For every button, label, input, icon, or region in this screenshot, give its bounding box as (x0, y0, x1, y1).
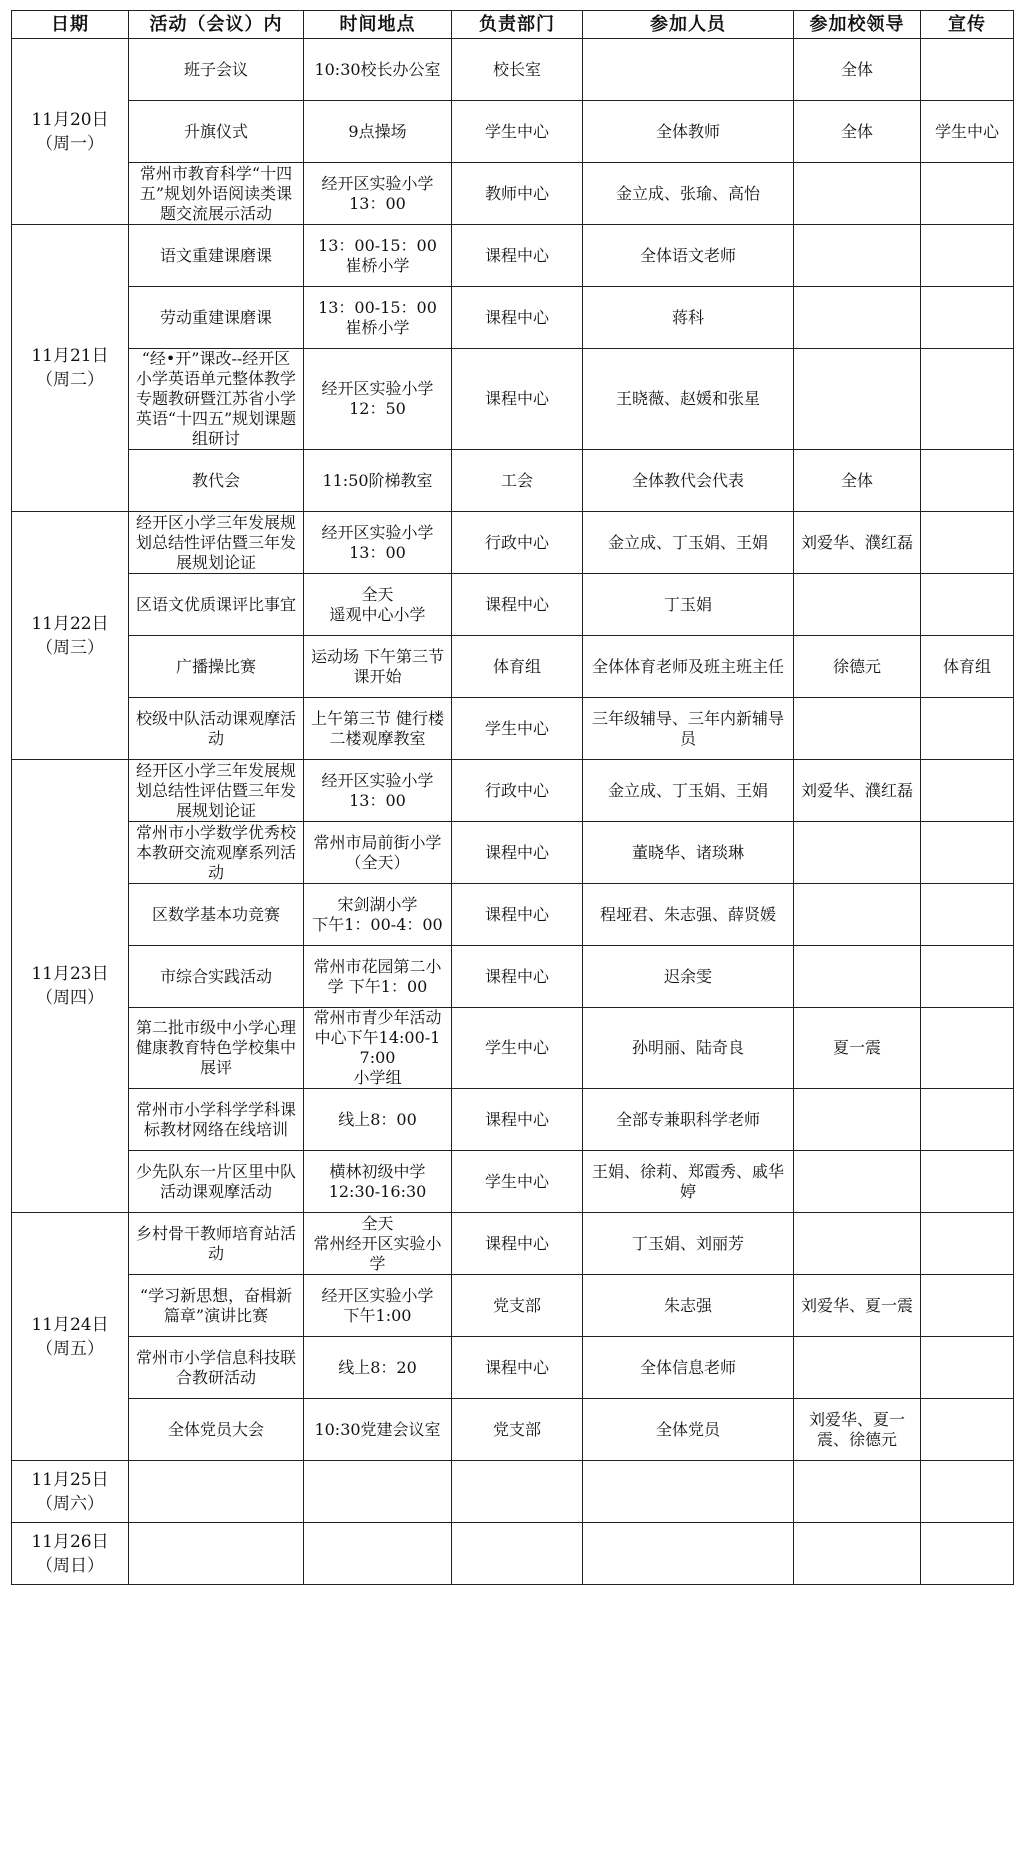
department-cell: 课程中心 (452, 1337, 583, 1399)
time-place-cell: 全天 常州经开区实验小学 (304, 1213, 452, 1275)
table-row (12, 349, 1014, 450)
publicity-cell (921, 39, 1014, 101)
table-row (12, 1008, 1014, 1089)
header-time-place: 时间地点 (304, 11, 452, 39)
publicity-cell (921, 1151, 1014, 1213)
publicity-cell (921, 1461, 1014, 1523)
date-cell: 11月26日 （周日） (12, 1523, 129, 1585)
table-row (12, 1399, 1014, 1461)
publicity-cell (921, 512, 1014, 574)
participants-cell: 孙明丽、陆奇良 (583, 1008, 794, 1089)
leaders-cell (794, 225, 921, 287)
leaders-cell: 全体 (794, 450, 921, 512)
participants-cell: 王晓薇、赵媛和张星 (583, 349, 794, 450)
time-place-cell: 9点操场 (304, 101, 452, 163)
activity-cell: 常州市教育科学“十四五”规划外语阅读类课题交流展示活动 (129, 163, 304, 225)
table-row (12, 760, 1014, 822)
leaders-cell (794, 1151, 921, 1213)
table-row (12, 822, 1014, 884)
department-cell: 课程中心 (452, 225, 583, 287)
table-row (12, 39, 1014, 101)
participants-cell: 蒋科 (583, 287, 794, 349)
publicity-cell: 体育组 (921, 636, 1014, 698)
department-cell: 学生中心 (452, 1151, 583, 1213)
leaders-cell (794, 1213, 921, 1275)
publicity-cell (921, 349, 1014, 450)
participants-cell (583, 1461, 794, 1523)
participants-cell: 丁玉娟 (583, 574, 794, 636)
table-row (12, 450, 1014, 512)
time-place-cell: 13：00-15：00 崔桥小学 (304, 287, 452, 349)
publicity-cell (921, 884, 1014, 946)
table-row (12, 1151, 1014, 1213)
schedule-body (12, 39, 1014, 1585)
date-cell: 11月23日 （周四） (12, 760, 129, 1213)
time-place-cell: 常州市青少年活动中心下午14:00-17:00 小学组 (304, 1008, 452, 1089)
date-cell: 11月22日 （周三） (12, 512, 129, 760)
participants-cell: 全部专兼职科学老师 (583, 1089, 794, 1151)
participants-cell: 金立成、丁玉娟、王娟 (583, 512, 794, 574)
participants-cell: 程垭君、朱志强、薛贤媛 (583, 884, 794, 946)
table-row (12, 512, 1014, 574)
activity-cell: 常州市小学科学学科课标教材网络在线培训 (129, 1089, 304, 1151)
leaders-cell (794, 946, 921, 1008)
time-place-cell (304, 1461, 452, 1523)
time-place-cell: 全天 遥观中心小学 (304, 574, 452, 636)
leaders-cell: 刘爱华、夏一震 (794, 1275, 921, 1337)
activity-cell: 全体党员大会 (129, 1399, 304, 1461)
leaders-cell (794, 822, 921, 884)
publicity-cell: 学生中心 (921, 101, 1014, 163)
activity-cell: 经开区小学三年发展规划总结性评估暨三年发展规划论证 (129, 760, 304, 822)
leaders-cell (794, 574, 921, 636)
leaders-cell (794, 287, 921, 349)
time-place-cell: 11:50阶梯教室 (304, 450, 452, 512)
header-participants: 参加人员 (583, 11, 794, 39)
publicity-cell (921, 450, 1014, 512)
table-row (12, 636, 1014, 698)
time-place-cell: 经开区实验小学 13：00 (304, 163, 452, 225)
publicity-cell (921, 1213, 1014, 1275)
publicity-cell (921, 163, 1014, 225)
participants-cell: 全体党员 (583, 1399, 794, 1461)
header-leaders: 参加校领导 (794, 11, 921, 39)
activity-cell: 常州市小学信息科技联合教研活动 (129, 1337, 304, 1399)
table-row (12, 101, 1014, 163)
department-cell (452, 1523, 583, 1585)
time-place-cell: 宋剑湖小学 下午1：00-4：00 (304, 884, 452, 946)
activity-cell (129, 1461, 304, 1523)
participants-cell: 全体教师 (583, 101, 794, 163)
publicity-cell (921, 698, 1014, 760)
activity-cell (129, 1523, 304, 1585)
weekly-schedule-table (11, 10, 1014, 1585)
activity-cell: 教代会 (129, 450, 304, 512)
activity-cell: 升旗仪式 (129, 101, 304, 163)
department-cell: 体育组 (452, 636, 583, 698)
department-cell: 课程中心 (452, 884, 583, 946)
time-place-cell: 经开区实验小学 13：00 (304, 512, 452, 574)
table-row (12, 1523, 1014, 1585)
participants-cell (583, 1523, 794, 1585)
publicity-cell (921, 760, 1014, 822)
department-cell: 行政中心 (452, 512, 583, 574)
leaders-cell: 全体 (794, 39, 921, 101)
activity-cell: “学习新思想，奋楫新篇章”演讲比赛 (129, 1275, 304, 1337)
leaders-cell (794, 1337, 921, 1399)
leaders-cell (794, 1089, 921, 1151)
department-cell: 课程中心 (452, 822, 583, 884)
participants-cell: 全体体育老师及班主班主任 (583, 636, 794, 698)
leaders-cell (794, 1461, 921, 1523)
table-row (12, 1089, 1014, 1151)
leaders-cell: 刘爱华、夏一震、徐德元 (794, 1399, 921, 1461)
leaders-cell (794, 1523, 921, 1585)
publicity-cell (921, 822, 1014, 884)
time-place-cell: 常州市花园第二小学 下午1：00 (304, 946, 452, 1008)
date-cell: 11月20日 （周一） (12, 39, 129, 225)
participants-cell: 全体语文老师 (583, 225, 794, 287)
publicity-cell (921, 287, 1014, 349)
date-cell: 11月21日 （周二） (12, 225, 129, 512)
activity-cell: 经开区小学三年发展规划总结性评估暨三年发展规划论证 (129, 512, 304, 574)
activity-cell: 广播操比赛 (129, 636, 304, 698)
leaders-cell (794, 349, 921, 450)
table-row (12, 1461, 1014, 1523)
table-row (12, 946, 1014, 1008)
publicity-cell (921, 1337, 1014, 1399)
activity-cell: 区数学基本功竞赛 (129, 884, 304, 946)
department-cell: 课程中心 (452, 574, 583, 636)
time-place-cell: 线上8：20 (304, 1337, 452, 1399)
department-cell (452, 1461, 583, 1523)
publicity-cell (921, 1523, 1014, 1585)
department-cell: 教师中心 (452, 163, 583, 225)
participants-cell: 朱志强 (583, 1275, 794, 1337)
header-date: 日期 (12, 11, 129, 39)
header-row (12, 11, 1014, 39)
time-place-cell: 经开区实验小学 13：00 (304, 760, 452, 822)
activity-cell: 市综合实践活动 (129, 946, 304, 1008)
participants-cell: 董晓华、诸琰琳 (583, 822, 794, 884)
department-cell: 行政中心 (452, 760, 583, 822)
participants-cell: 迟余雯 (583, 946, 794, 1008)
leaders-cell: 刘爱华、濮红磊 (794, 760, 921, 822)
department-cell: 课程中心 (452, 946, 583, 1008)
participants-cell: 全体教代会代表 (583, 450, 794, 512)
department-cell: 学生中心 (452, 1008, 583, 1089)
table-row (12, 287, 1014, 349)
time-place-cell: 13：00-15：00 崔桥小学 (304, 225, 452, 287)
table-row (12, 225, 1014, 287)
publicity-cell (921, 946, 1014, 1008)
time-place-cell: 10:30校长办公室 (304, 39, 452, 101)
leaders-cell: 刘爱华、濮红磊 (794, 512, 921, 574)
publicity-cell (921, 574, 1014, 636)
participants-cell: 丁玉娟、刘丽芳 (583, 1213, 794, 1275)
table-row (12, 698, 1014, 760)
activity-cell: 常州市小学数学优秀校本教研交流观摩系列活动 (129, 822, 304, 884)
department-cell: 课程中心 (452, 349, 583, 450)
publicity-cell (921, 1008, 1014, 1089)
department-cell: 学生中心 (452, 698, 583, 760)
table-row (12, 574, 1014, 636)
header-publicity: 宣传 (921, 11, 1014, 39)
activity-cell: 少先队东一片区里中队活动课观摩活动 (129, 1151, 304, 1213)
time-place-cell (304, 1523, 452, 1585)
activity-cell: “经•开”课改--经开区小学英语单元整体教学专题教研暨江苏省小学英语“十四五”规划课题组研讨 (129, 349, 304, 450)
participants-cell: 全体信息老师 (583, 1337, 794, 1399)
time-place-cell: 经开区实验小学 下午1:00 (304, 1275, 452, 1337)
time-place-cell: 常州市局前街小学（全天） (304, 822, 452, 884)
time-place-cell: 横林初级中学 12:30-16:30 (304, 1151, 452, 1213)
leaders-cell: 全体 (794, 101, 921, 163)
leaders-cell: 夏一震 (794, 1008, 921, 1089)
leaders-cell (794, 163, 921, 225)
time-place-cell: 上午第三节 健行楼二楼观摩教室 (304, 698, 452, 760)
activity-cell: 区语文优质课评比事宜 (129, 574, 304, 636)
activity-cell: 乡村骨干教师培育站活动 (129, 1213, 304, 1275)
table-row (12, 1337, 1014, 1399)
header-department: 负责部门 (452, 11, 583, 39)
participants-cell (583, 39, 794, 101)
department-cell: 课程中心 (452, 287, 583, 349)
time-place-cell: 线上8：00 (304, 1089, 452, 1151)
activity-cell: 班子会议 (129, 39, 304, 101)
activity-cell: 劳动重建课磨课 (129, 287, 304, 349)
participants-cell: 三年级辅导、三年内新辅导员 (583, 698, 794, 760)
department-cell: 课程中心 (452, 1089, 583, 1151)
activity-cell: 校级中队活动课观摩活动 (129, 698, 304, 760)
department-cell: 党支部 (452, 1399, 583, 1461)
table-row (12, 163, 1014, 225)
department-cell: 课程中心 (452, 1213, 583, 1275)
participants-cell: 金立成、丁玉娟、王娟 (583, 760, 794, 822)
time-place-cell: 运动场 下午第三节课开始 (304, 636, 452, 698)
date-cell: 11月25日 （周六） (12, 1461, 129, 1523)
table-row (12, 1275, 1014, 1337)
header-activity: 活动（会议）内 (129, 11, 304, 39)
date-cell: 11月24日 （周五） (12, 1213, 129, 1461)
publicity-cell (921, 1399, 1014, 1461)
time-place-cell: 经开区实验小学 12：50 (304, 349, 452, 450)
participants-cell: 王娟、徐莉、郑霞秀、戚华婷 (583, 1151, 794, 1213)
department-cell: 校长室 (452, 39, 583, 101)
table-row (12, 884, 1014, 946)
leaders-cell (794, 884, 921, 946)
table-row (12, 1213, 1014, 1275)
activity-cell: 第二批市级中小学心理健康教育特色学校集中展评 (129, 1008, 304, 1089)
publicity-cell (921, 1089, 1014, 1151)
publicity-cell (921, 1275, 1014, 1337)
participants-cell: 金立成、张瑜、高怡 (583, 163, 794, 225)
time-place-cell: 10:30党建会议室 (304, 1399, 452, 1461)
department-cell: 学生中心 (452, 101, 583, 163)
department-cell: 工会 (452, 450, 583, 512)
leaders-cell: 徐德元 (794, 636, 921, 698)
leaders-cell (794, 698, 921, 760)
department-cell: 党支部 (452, 1275, 583, 1337)
publicity-cell (921, 225, 1014, 287)
activity-cell: 语文重建课磨课 (129, 225, 304, 287)
